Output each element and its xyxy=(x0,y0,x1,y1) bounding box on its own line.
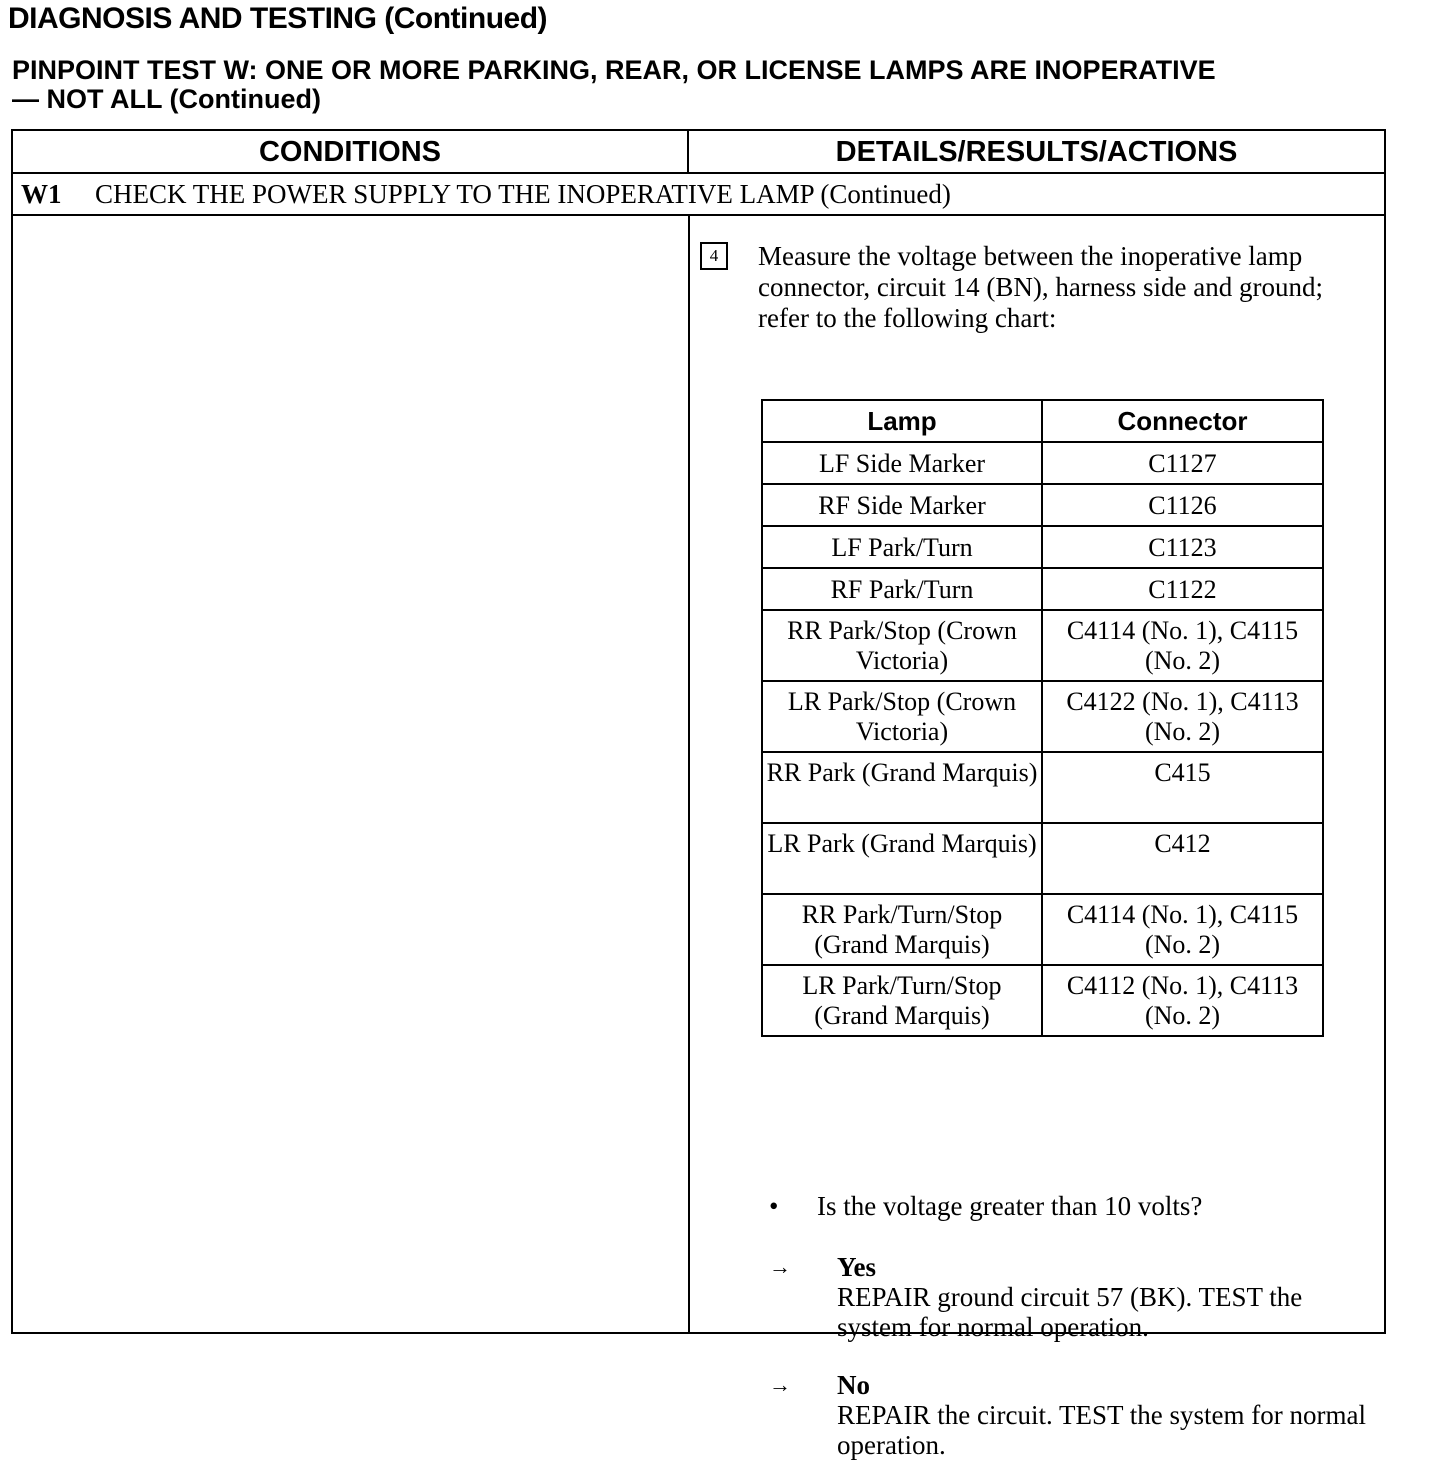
lamp-cell: RF Side Marker xyxy=(762,484,1042,526)
connector-cell: C412 xyxy=(1042,823,1323,894)
lamp-connector-table xyxy=(761,399,1324,1037)
answer-no-text: REPAIR the circuit. TEST the system for normal operation. xyxy=(837,1400,1366,1460)
connector-column-header: Connector xyxy=(1042,400,1323,442)
table-row xyxy=(762,610,1323,681)
test-title-line1: PINPOINT TEST W: ONE OR MORE PARKING, REAR, OR LICENSE LAMPS ARE INOPERATIVE xyxy=(12,55,1216,85)
lamp-cell: RF Park/Turn xyxy=(762,568,1042,610)
table-row xyxy=(762,965,1323,1036)
lamp-cell: RR Park (Grand Marquis) xyxy=(762,752,1042,823)
table-row xyxy=(762,526,1323,568)
table-row xyxy=(762,484,1323,526)
lamp-cell: LR Park (Grand Marquis) xyxy=(762,823,1042,894)
table-row xyxy=(762,894,1323,965)
connector-cell: C1126 xyxy=(1042,484,1323,526)
table-row xyxy=(762,823,1323,894)
test-title-line2: — NOT ALL (Continued) xyxy=(12,84,321,114)
question-text: Is the voltage greater than 10 volts? xyxy=(817,1191,1203,1221)
connector-cell: C415 xyxy=(1042,752,1323,823)
lamp-cell: LR Park/Turn/Stop (Grand Marquis) xyxy=(762,965,1042,1036)
lamp-cell: LF Side Marker xyxy=(762,442,1042,484)
connector-cell: C1123 xyxy=(1042,526,1323,568)
table-row xyxy=(762,442,1323,484)
lamp-column-header: Lamp xyxy=(762,400,1042,442)
connector-cell: C4114 (No. 1), C4115 (No. 2) xyxy=(1042,894,1323,965)
connector-cell: C1122 xyxy=(1042,568,1323,610)
arrow-right-icon: → xyxy=(769,1372,791,1397)
conditions-header: CONDITIONS xyxy=(13,131,689,174)
bullet-icon: • xyxy=(769,1191,779,1221)
test-title xyxy=(12,56,1432,114)
answer-no-label: No xyxy=(837,1370,870,1400)
step-id: W1 xyxy=(21,179,62,209)
step-title: CHECK THE POWER SUPPLY TO THE INOPERATIVE LAMP (Continued) xyxy=(95,179,951,209)
lamp-cell: LR Park/Stop (Crown Victoria) xyxy=(762,681,1042,752)
column-divider xyxy=(688,216,690,1332)
lamp-cell: RR Park/Turn/Stop (Grand Marquis) xyxy=(762,894,1042,965)
step-instruction: Measure the voltage between the inoperative lamp connector, circuit 14 (BN), harness side and ground; refer to the following chart: xyxy=(758,241,1324,333)
section-title: DIAGNOSIS AND TESTING (Continued) xyxy=(8,2,548,35)
answer-yes-text: REPAIR ground circuit 57 (BK). TEST the system for normal operation. xyxy=(837,1282,1303,1342)
connector-cell: C1127 xyxy=(1042,442,1323,484)
step-row xyxy=(13,174,1384,216)
connector-cell: C4114 (No. 1), C4115 (No. 2) xyxy=(1042,610,1323,681)
details-header: DETAILS/RESULTS/ACTIONS xyxy=(689,131,1384,174)
table-row xyxy=(762,752,1323,823)
pinpoint-test-table xyxy=(11,129,1386,1460)
lamp-cell: LF Park/Turn xyxy=(762,526,1042,568)
table-row xyxy=(762,568,1323,610)
connector-cell: C4122 (No. 1), C4113 (No. 2) xyxy=(1042,681,1323,752)
step-number-box: 4 xyxy=(700,242,728,270)
lamp-cell: RR Park/Stop (Crown Victoria) xyxy=(762,610,1042,681)
table-row xyxy=(762,681,1323,752)
answer-yes-label: Yes xyxy=(837,1252,876,1282)
arrow-right-icon: → xyxy=(769,1254,791,1279)
connector-cell: C4112 (No. 1), C4113 (No. 2) xyxy=(1042,965,1323,1036)
